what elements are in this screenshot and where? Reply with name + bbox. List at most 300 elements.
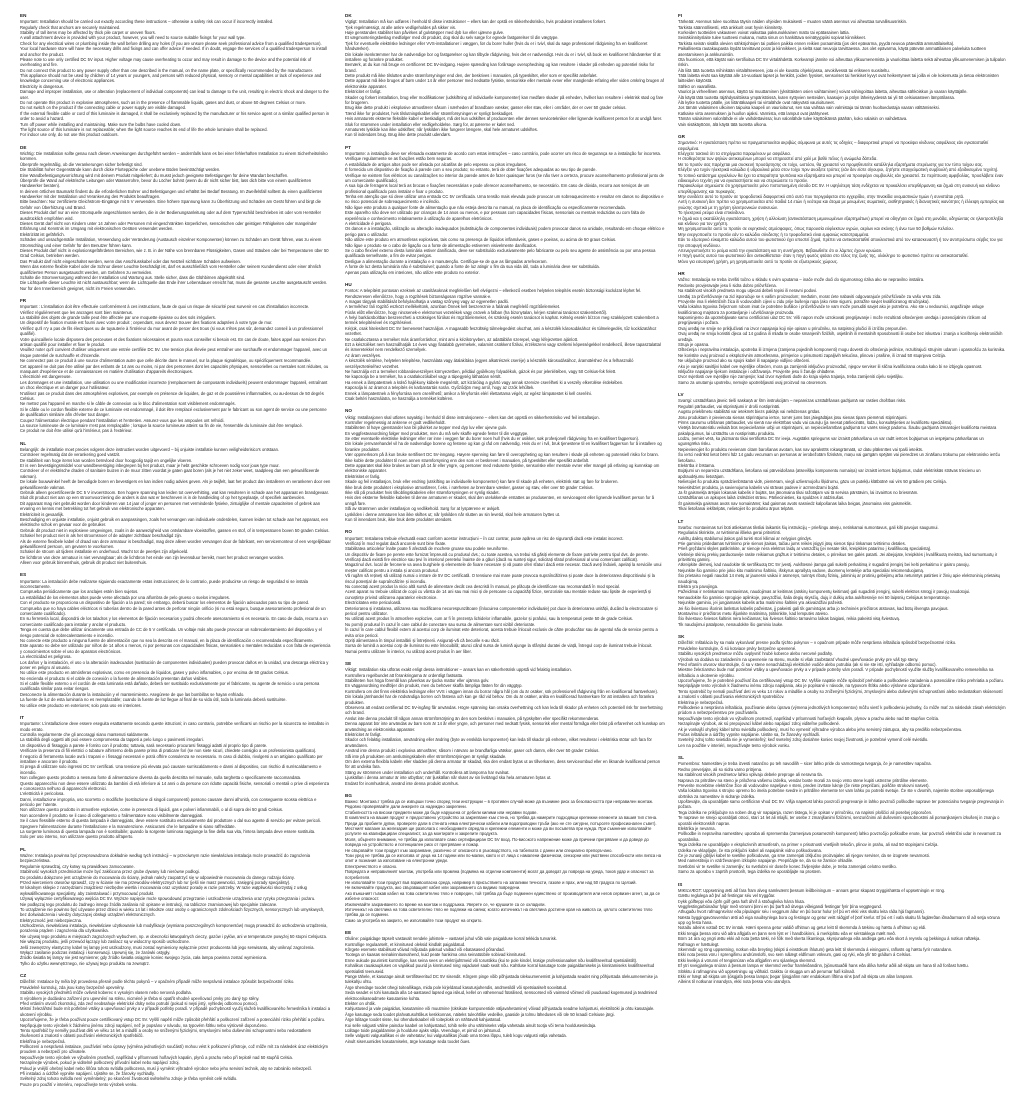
- instruction-line: Jos tämän valaisimen ulkoinen taipuisa kaapeli on vaurioitunut, sen saa vaihtaa vain valmistaja tai tämän huoltoedustaja vaaran välttämiseksi.: [678, 105, 940, 111]
- language-block-lt: [678, 519, 1006, 628]
- instruction-line: Na stabilnost visokih predmetov lahko vplivajo debele preproge ali neravna tla.: [678, 772, 823, 778]
- instruction-line: Важно: Монтажът трябва да се извърши точно според тези инструкции – в противен случай може да възникне риск за безопасността при неправилен монтаж.: [345, 799, 654, 805]
- instruction-line: Se o cabo flexível externo desta luminária estiver danificado, deve ser substituído exclusivamente pelo fabricante ou pelo seu agente de assistência ou por uma pessoa qualificada semelhante, a fim de evitar perigos.: [345, 248, 656, 259]
- instruction-line: La sorgente luminosa di questa lampada non è sostituibile; quando la sorgente luminosa raggiunge la fine della sua vita, l'intera lampada deve essere sostituita.: [20, 829, 316, 835]
- instruction-line: Tarkista säännöllisesti, että ankkurit ovat hyvin kiinnitetty.: [678, 24, 783, 30]
- instruction-line: Elektriciteit is gevaarlijk.: [20, 511, 65, 517]
- instruction-line: Fúrás előtt ellenőrizze, hogy nincsenek-e elektromos vezetékek vagy csövek a falban (ha bizonytalan, kérjen szakmai tanácsot szakembertől).: [345, 309, 608, 315]
- language-block-fi: [678, 13, 1006, 127]
- instruction-line: Ne kapcsolja be a terméket, ha a csatlakozókábel vagy a tápegység láthatóan sérült.: [345, 374, 502, 380]
- instruction-line: Μη χρησιμοποιείτε αυτό το προϊόν σε εκρηκτικές ατμόσφαιρες, όπως παρουσία εύφλεκτων υγρών, αερίων και σκόνης ή άνω των 50 βαθμών Κελσίου.: [678, 226, 954, 232]
- instruction-line: Ljuskällan i denna armatur är inte utbytbar; när ljuskällan når slutet av sin livslängd ska hela armaturen bytas ut.: [345, 775, 552, 781]
- instruction-line: Výrobok sa dodáva so zariadením na upevnenie na stenu, musíte si však zaobstarať vhodné upevňovacie prvky pre váš typ steny.: [678, 656, 919, 662]
- instruction-line: Εάν το εξωτερικό εύκαμπτο καλώδιο αυτού του φωτιστικού έχει υποστεί ζημιά, πρέπει να αντικατασταθεί αποκλειστικά από τον κατασκευαστή ή τον αντιπρόσωπο σέρβις του για την αποφυγή κινδύνου.: [678, 237, 1003, 248]
- instruction-line: Elekter on ohtlik.: [345, 1000, 376, 1006]
- instruction-line: Elektřina je nebezpečná.: [20, 1038, 66, 1044]
- instruction-line: Si el cable flexible externo o el cordón de esta luminaria está dañado, deberá ser sustituido exclusivamente por el fabricante, su agente de servicio o una persona cualificada similar para evitar riesgos.: [20, 681, 320, 692]
- instruction-line: Sluit dit product niet aan op een stroomvoorziening die anders is dan wat er beschreven is in de handleiding of op het typeplaatje, of specifiek aanbevolen.: [20, 495, 306, 501]
- language-code-heading: HU: [345, 281, 352, 287]
- language-code-heading: NL: [20, 440, 27, 446]
- instruction-line: Pažeidimai ir netinkamas montavimas, naudojimas ar keitimas (atskirų komponentų keitimas) gali sugadinti įrenginį, sukelti elektros smūgį ir pavojų naudotojui.: [678, 589, 971, 595]
- instruction-line: Aðeins til notkunar innandyra, ekki nota þessa vöru utandyra.: [678, 979, 791, 985]
- instruction-line: Votre quincaillerie locale disposera des perceuses et des fixations nécessaires et pourra vous conseiller si besoin est. En cas de doute, faites appel aux services d'un artisan qualifié pour installer et fixer le produit.: [20, 336, 326, 348]
- instruction-line: Se il cavo flessibile esterno di questa lampada è danneggiato, deve essere sostituito esclusivamente dal produttore o dal suo agente di servizio per evitare pericoli.: [20, 818, 321, 824]
- instruction-line: Sluk for strømmen under installation eller vedligeholdelse. Sørg for, at pærerne er kølet ned.: [345, 121, 515, 127]
- language-code-heading: FR: [20, 298, 27, 304]
- instruction-line: En veggfesteanordning følger med produktet, men du må selv skaffe egnede fester til din veggtype.: [345, 430, 529, 436]
- instruction-line: Þykk gólfteppi eða ójöfn gólf geta haft áhrif á stöðugleika hárra hluta.: [678, 898, 806, 904]
- instruction-line: Veggfestingarbúnaður fylgir með vörunni þinni en þú þarft að útvega viðeigandi festingar fyrir þína veggtegund.: [678, 903, 882, 909]
- instruction-line: Check for any electrical wires or plumbing inside the wall before drilling any holes (if you are unsure please seek professional advice from a qualified tradesperson).: [20, 40, 322, 46]
- instruction-line: Provjerite ima li električnih žica ili vodovodnih cijevi u zidu prije bušenja rupa (ako niste sigurni, potražite savjet kvalificiranog stručnjaka).: [678, 298, 930, 304]
- instruction-line: Überprüfe regelmäßig, ob die Verankerungen sicher befestigt sind.: [20, 161, 143, 167]
- instruction-line: Ne uključujte proizvod ako su spojni kabel ili napajanje vidljivo oštećeni.: [678, 358, 811, 364]
- instruction-line: Електричеството е опасно.: [345, 863, 398, 869]
- instruction-line: Oluline: paigaldage täpselt vastavalt nendele juhistele – vastasel juhul võib vale paigalduse korral tekkida turvarisk.: [345, 936, 558, 942]
- instruction-line: Ikke koble dette produktet til noen annen strømforsyning enn den som er beskrevet i manualen, på typeskiltet eller spesifikt anbefalt.: [345, 457, 590, 463]
- instruction-line: Nezapínajte výrobok, ak sú prepojovací kábel alebo napájací zdroj viditeľne poškodené.: [678, 721, 840, 727]
- instruction-line: Stability of tall items may be affected by thick pile carpet or uneven floors.: [20, 29, 156, 35]
- instruction-line: Un dispozitiv de fixare pe perete este furnizat împreună cu produsul dvs.; cu toate acestea, va trebui să găsiți elemente de fixare potrivite pentru tipul dvs. de perete.: [345, 551, 649, 557]
- language-block-sl: [678, 755, 1006, 874]
- instruction-line: Älä käytä tätä tuotetta räjähdysalttiissa ympäristöissä, kuten syttyvien nesteiden, kaasujen ja pölyn läheisyydessä tai yli 50 celsiusasteen lämpötilassa.: [678, 94, 955, 100]
- instruction-line: Ennek a lámpatestnek a fényforrása nem cserélhető; amikor a fényforrás eléri élettartama végét, az egész lámpatestet ki kell cserélni.: [345, 390, 592, 396]
- instruction-line: A termékhez fali rögzítő eszközt mellékeltünk, azonban Önnek kell beszereznie a falának megfelelő rögzítőelemeket.: [345, 304, 561, 310]
- instruction-line: Regularly check that anchors are securely maintained.: [20, 24, 121, 30]
- instruction-line: Źródło światła tej lampy nie jest wymienne; gdy źródło światła osiągnie koniec swojego życia, cała lampa powinna zostać wymieniona.: [20, 955, 268, 961]
- instruction-line: Sähkö on vaarallista.: [678, 83, 717, 89]
- instruction-line: W lokalnym sklepie z narzędziami znajdziesz niezbędne wiertła i mocowania oraz uzyskasz poradę w razie potrzeby. W razie wątpliwości skorzystaj z usług wykwalifikowanego specjalisty, aby zainstalować i przymocować produkt.: [20, 885, 307, 896]
- instruction-line: Seinäkiinnityslaite tulee tuotteesi mukana, mutta sinun on hankittava seinätyyppiisi sopivat kiinnikkeet.: [678, 35, 866, 41]
- instruction-line: Din lokale jernvarehandel vil ha de nødvendige borene og festene og kan gi råd om nødvendig. Hvis du er i tvil, bruk tjenestene til en kvalifisert fagperson for å installere og forankre produktet.: [345, 441, 662, 452]
- instruction-line: Regularnie sprawdzaj, czy kotwy są prawidłowo zamocowane.: [20, 863, 135, 869]
- instruction-line: Belangrijk: de installatie moet precies volgens deze instructies worden uitgevoerd – bij onjuiste installatie kunnen veiligheidsrisico's ontstaan.: [20, 446, 280, 452]
- instruction-line: Armaturets lyskilde kan ikke udskiftes; når lyskilden ikke fungerer længere, skal hele armaturet udskiftes.: [345, 127, 539, 132]
- instruction-line: Schakel het product niet in als het stroomsnoer of de adapter zichtbaar beschadigd zijn.: [20, 533, 182, 539]
- instruction-line: Uređaj za pričvršćivanje na zid isporučuje se s vašim proizvodom; međutim, morat ćete nabaviti odgovarajuće pričvršćivače za vašu vrstu zida.: [678, 293, 942, 299]
- instruction-line: Als de externe flexibele kabel of draad van deze armatuur is beschadigd, mag deze alleen worden vervangen door de fabrikant, een servicemonteur of een vergelijkbaar gekwalificeerd persoon, om gevaren te voorkomen.: [20, 538, 331, 549]
- instruction-line: Alleen voor gebruik binnenshuis, gebruik dit product niet buitenshuis.: [20, 560, 147, 566]
- instruction-line: Nu utilizați acest produs în atmosfere explozive, cum ar fi în prezența lichidelor inflamabile, gazelor și prafului, sau la temperaturi peste 50 de grade Celsius.: [345, 616, 634, 622]
- instruction-line: Místní železářství bude mít potřebné vrtáky a upevňovací prvky a v případě potřeby poradí. V případě pochybností využij služeb kvalifikovaného řemeslníka k instalaci a ukotvení výrobku.: [20, 1006, 331, 1017]
- instruction-line: Numai pentru utilizare în interior, nu utilizați acest produs în aer liber.: [345, 648, 472, 654]
- instruction-line: A készülék sérülése, helytelen telepítése, használata vagy átalakítása (egyes alkatrészek cseréje) a készülék károsodásához, áramütéshez és a felhasználó veszélyeztetéséhez vezethet.: [345, 358, 634, 369]
- instruction-line: Kun til innendørs bruk, ikke bruk dette produktet utendørs.: [345, 516, 453, 522]
- instruction-line: Ef ytri sveigjanlega snúran á þessum lampa er skemmd verður framleiðandinn, þjónustuaðili hans eða álíka hæfur aðili að skipta um hana til að forðast hættu.: [678, 963, 969, 969]
- instruction-line: Този уред не трябва да се използва от деца на 14 години или по-малки, както и от лица с намалени физически, сензорни или умствени способности или липса на опит и познания за използване на електронни уреди.: [345, 853, 661, 864]
- instruction-line: Ekki er hægt að skipta um ljósgjafa þessa lampa; þegar ljósgjafinn nær endalokum líftíma síns þarf að skipta um allan lampann.: [678, 974, 914, 979]
- instruction-line: Vietējā būvmateriālu veikalā būs nepieciešamie urbji un stiprinājumi, un nepieciešamības gadījumā tur varēs sniegt padomu. Šaubu gadījumā izmantojiet kvalificēta meistara pakalpojumus, lai uzstādītu un nostiprinātu produktu.: [678, 425, 997, 436]
- instruction-line: Non utilizzare questo prodotto in atmosfere esplosive, come in presenza di liquidi, gas e polveri infiammabili, o al di sopra dei 50 gradi Celsius.: [20, 807, 284, 813]
- instruction-line: Selle valgusti valgusallikas ei ole vahetatav; kui valgusallikas jõuab oma tööea lõppu, tuleb kogu valgusti välja vahetada.: [345, 1033, 567, 1039]
- instruction-line: Pravidelně kontroluj, zda jsou kotvy bezpečně upevněny.: [20, 984, 125, 990]
- instruction-line: Si prega di utilizzare solo ingressi DC 5V certificati. Una tensione più elevata può causare surriscaldamento e danni al dispositivo, con rischio di surriscaldamento e incendio.: [20, 764, 322, 775]
- language-code-heading: CZ: [20, 973, 27, 979]
- instruction-line: Comprueba periódicamente que los anclajes estén bien sujetos.: [20, 589, 139, 595]
- instruction-line: Jei šio šviestuvo išorinis lankstus kabelis pažeistas, jį pakeisti gali tik gamintojas arba jo techninės priežiūros atstovas, kad būtų išvengta pavojaus.: [678, 605, 949, 611]
- instruction-line: Høje genstandes stabilitet kan påvirkes af gulvtæpper med dyb luv eller ujævne gulve.: [345, 29, 505, 35]
- column-left: [20, 13, 332, 1094]
- language-code-heading: FI: [678, 13, 683, 18]
- instruction-line: Izdelka ne vklapljajte, če sta priključni kabel ali napajalnik vidno poškodovana.: [678, 847, 822, 853]
- instruction-line: Izvor svjetlosti ove svjetiljke nije zamjenjiv; kad izvor svjetlosti dođe do kraja vijeka trajanja, treba zamijeniti cijelu svjetiljku.: [678, 374, 904, 380]
- instruction-line: Athugaðu hvort rafmagnsvírar eða pípulagnir séu í veggnum áður en þú borar holur (ef þú ert ekki viss skaltu leita ráða hjá fagmanni).: [678, 909, 925, 915]
- instruction-line: A fonte de luz desta luminária não é substituível; quando a fonte de luz atingir o fim da sua vida útil, toda a luminária deve ser substituída.: [345, 264, 600, 270]
- instruction-line: Стабилността на високи предмети може да бъде нарушена от дебели килими или неравни подове.: [345, 809, 538, 815]
- instruction-line: Redovito provjeravajte jesu li sidra dobro pričvršćena.: [678, 282, 777, 288]
- instruction-line: Napominjemo da upotrebljavate samo certificirani ulaz DC 5V. Viši napon može uzrokovati pregrijavanje i može rezultirati oštećenjem uređaja i potencijalnim rizikom od pregrijavanja i požara.: [678, 315, 987, 326]
- instruction-line: Nenaudokite šio gaminio sprogioje aplinkoje, pavyzdžiui, šalia degių skysčių, dujų ir dulkių arba aukštesnėje nei 50 laipsnių Celsijaus temperatūroje.: [678, 594, 951, 600]
- instruction-line: N'utilisez pas ce produit dans des atmosphères explosives, par exemple en présence de liquides, de gaz et de poussières inflammables, ou au-dessus de 50 degrés Celsius.: [20, 390, 324, 401]
- instruction-line: Tylko do użytku wewnętrznego, nie używaj tego produktu na zewnątrz.: [20, 960, 151, 966]
- instruction-line: A magas tárgyak stabilitását befolyásolhatja a vastag szőnyeg vagy az egyenetlen padló.: [345, 298, 510, 304]
- instruction-line: Vain sisäkäyttöön, älä käytä tätä tuotetta ulkona.: [678, 121, 768, 127]
- language-block-hr: [678, 271, 1006, 385]
- language-block-it: [20, 715, 332, 840]
- instruction-line: Opriți alimentarea în timpul instalării și întreținerii. Asigurați-vă că becurile s-au răcit.: [345, 637, 500, 643]
- instruction-line: Schäden und unsachgemäße Installation, Verwendung oder Veränderung (Austausch einzelner Komponenten) können zu Schäden am Gerät führen, was zu einem Stromschlag und einer Gefahr für den Benutzer führen kann.: [20, 237, 322, 248]
- instruction-line: Kérjük, csak hitelesített DC 5V bemenetet használjon. A magasabb feszültség túlmelegedést okozhat, ami a készülék károsodásához és túlmelegedés, tűz kockázatához vezethet.: [345, 325, 657, 337]
- instruction-line: Gættu reglulega að því að festingar séu vel tryggðar.: [678, 893, 776, 899]
- language-block-pl: [20, 847, 332, 966]
- instruction-line: Dieses Produkt darf nur an eine Stromquelle angeschlossen werden, die in der Bedienungsanleitung oder auf dem Typenschild beschrieben ist oder vom Hersteller ausdrücklich empfohlen wird.: [20, 210, 322, 221]
- instruction-line: Αυτή η συσκευή δεν πρέπει να χρησιμοποιείται από παιδιά 14 ετών ή νεότερα και άτομα με μειωμένες σωματικές, αισθητηριακές ή διανοητικές ικανότητες ή έλλειψη εμπειρίας και γνώσης σχετικά με τη χρήση ηλεκτρονικών συσκευών.: [678, 199, 1005, 210]
- language-block-fr: [20, 298, 332, 434]
- instruction-line: Beschadiging en onjuiste installatie, onjuist gebruik en aanpassingen, zoals het vervangen van individuele onderdelen, kunnen leiden tot schade aan het apparaat, een elektrische schok en gevaar voor de gebruiker.: [20, 516, 329, 528]
- instruction-line: No conecte este producto a ninguna fuente de alimentación que no sea la descrita en el manual, en la placa de identificación o recomendada específicamente.: [20, 637, 314, 643]
- instruction-line: Lyskilden i denne armaturen kan ikke skiftes ut; når lyskilden når slutten av sin levetid, skal hele armaturen byttes ut.: [345, 511, 561, 517]
- instruction-line: Din lokala järnhandel har de nödvändiga borren och fästena och kan ge råd vid behov. Om du är osäker, anlita en kvalificerad hantverkare för att installera och förankra produkten.: [345, 694, 654, 705]
- instruction-line: En vägganordning medföljer din produkt, men du behöver skaffa lämpliga fästen för din väggtyp.: [345, 683, 523, 689]
- instruction-line: Ako je vanjski savitljivi kabel ove svjetiljke oštećen, mora ga zamijeniti isključivo proizvođač, njegov serviser ili slična kvalificirana osoba kako bi se izbjegla opasnost.: [678, 363, 983, 369]
- instruction-line: Důležité: Instalace by měla být provedena přesně podle těchto pokynů – v opačném případě může nesprávná instalace způsobit bezpečnostní riziko.: [20, 979, 295, 985]
- instruction-line: A sua loja de ferragens local terá as brocas e fixações necessárias e pode oferecer aconselhamento, se necessário. Em caso de dúvida, recorra aos serviços de um profissional qualificado para instalar e fixar o produto.: [345, 183, 650, 194]
- language-block-sk: [678, 634, 1006, 748]
- language-code-heading: BG: [345, 792, 352, 798]
- instruction-line: Η σταθερότητα των ψηλών αντικειμένων μπορεί να επηρεαστεί από χαλί με βαθύ πέλος ή ανώμαλα δάπεδα.: [678, 156, 878, 162]
- instruction-line: Kahjustused ja vale paigaldus, kasutamine või muutmine (üksikute komponentide väljavahetamine) võivad põhjustada seadme kahjustusi, elektrilööki ja ohtu kasutajale.: [345, 1006, 655, 1012]
- instruction-line: Neieslēdziet produktu, ja savienojuma kabelis vai strāvas padeve ir acīmredzami bojāti.: [678, 484, 839, 490]
- instruction-line: Este aparelho não deve ser utilizado por crianças de 14 anos ou menos, e por pessoas com capacidades físicas, sensoriais ou mentais reduzidas ou com falta de experiência e conhecimento relativamente à utilização de aparelhos eletrónicos.: [345, 210, 645, 221]
- instruction-line: Schalte die Stromversorgung während der Installation und Wartung aus. Stelle sicher, dass die Glühbirnen abgekühlt sind.: [20, 274, 246, 280]
- instruction-line: Před vrtáním otvorů zkontroluj, zda zeď neobsahuje elektrické dráty nebo potrubí (pokud si nejsi jistý, vyhledej odbornou pomoc).: [20, 1000, 259, 1006]
- instruction-line: Το τοπικό κατάστημα εργαλείων θα έχει τα απαραίτητα τρυπάνια και εξαρτήματα και μπορεί να προσφέρει συμβουλές εάν χρειαστεί. Σε περίπτωση αμφιβολίας, προσλάβετε έναν ειδικευμένο τεχνίτη για να εγκαταστήσετε και να στερεώσετε το προϊόν.: [678, 172, 1004, 183]
- instruction-line: La stabilité des objets de grande taille peut être affectée par une moquette épaisse ou des sols irréguliers.: [20, 315, 216, 321]
- instruction-line: Samo za unutarnju upotrebu, nemojte upotrebljavati ovaj proizvod na otvorenom.: [678, 379, 828, 385]
- instruction-line: Не включвайте продукта, ако свързващият кабел или захранването са видимо повредени.: [345, 885, 521, 891]
- instruction-line: Kontroller regelmessig at ankrene er godt vedlikeholdt.: [345, 419, 446, 425]
- language-code-heading: SE: [345, 661, 352, 667]
- instruction-line: Enne aukude puurimist kontrollige, kas seina sees on elektrijuhtmeid või torustikku (kui te pole kindel, küsige professionaalset nõu kvalifitseeritud spetsialistilt).: [345, 957, 638, 963]
- instruction-line: Turn off power while installing and maintaining. Make sure the bulbs have cooled down.: [20, 121, 182, 127]
- instruction-line: Csak beltéri használatra, ne használja a terméket kültéren.: [345, 395, 454, 401]
- instruction-line: Wichtig: Die Installation sollte genau nach diesen Anweisungen durchgeführt werden – andernfalls kann es bei einer fehlerhaften Installation zu einem Sicherheitsrisiko kommen.: [20, 150, 328, 162]
- language-code-heading: SK: [678, 634, 685, 640]
- instruction-line: Tænd ikke for produktet, hvis tilslutningskablet eller strømforsyningen er synligt beskadiget.: [345, 110, 514, 116]
- instruction-line: Danni, installazione impropria, uso scorretto o modifiche (sostituzione di singoli componenti) possono causare danni all'unità, con conseguente scossa elettrica e pericolo per l'utente.: [20, 796, 317, 808]
- instruction-line: Tenga en cuenta que debe utilizar únicamente una entrada de CC de 5 V certificada. Un voltaje más alto puede provocar un sobrecalentamiento del dispositivo y el riesgo potencial de sobrecalentamiento e incendio.: [20, 627, 322, 638]
- instruction-line: Vérifiez régulièrement que les ancrages sont bien maintenus.: [20, 309, 134, 315]
- instruction-line: Vaša lokalna trgovina s strojno opremo bo imela potrebne svedre in pritrdilne elemente ter vam lahko po potrebi svetuje. Če ste v dvomih, najemite storitve usposobljenega obrtnika za namestitev in sidranje izdelka.: [678, 788, 994, 799]
- instruction-line: Pred vŕtaním otvorov skontrolujte, či sa v stene nenachádzajú elektrické vodiče alebo potrubia (ak si nie ste istí, vyhľadajte odbornú pomoc).: [678, 661, 937, 667]
- language-code-heading: NO: [345, 408, 352, 414]
- instruction-line: Pirms caurumu urbšanas pārbaudiet, vai sienā nav elektrības vadu vai cauruļu (ja neesat pārliecināts, lūdzu, konsultējieties ar kvalificētu speciālistu).: [678, 419, 953, 425]
- instruction-line: Elektryczność jest niebezpieczna.: [20, 917, 83, 923]
- language-code-heading: IS: [678, 881, 683, 887]
- language-block-de: [20, 145, 332, 291]
- instruction-line: Μόνο για εσωτερική χρήση, μη χρησιμοποιείτε αυτό το προϊόν σε εξωτερικούς χώρους.: [678, 258, 838, 264]
- instruction-line: Преди да пробиете дупки, проверете дали в стената няма електрически кабели или водопроводни тръби (ако не сте сигурни, потърсете професионален съвет).: [345, 820, 657, 826]
- instruction-line: Nu porniți produsul în cazul în care cablul de conectare sau sursa de alimentare sunt vizibil deteriorate.: [345, 621, 536, 627]
- instruction-line: Η πηγή φωτός αυτού του φωτιστικού δεν αντικαθίσταται· όταν η πηγή φωτός φτάσει στο τέλος της ζωής της, ολόκληρο το φωτιστικό πρέπει να αντικατασταθεί.: [678, 253, 969, 259]
- instruction-line: Ne mettez pas l'appareil en marche si le câble de connexion ou le bloc d'alimentation sont visiblement endommagés.: [20, 401, 236, 407]
- instruction-line: Skador och felaktig installation, användning eller ändring (byte av enskilda komponenter) kan leda till skador på enheten, vilket resulterar i elektriska stötar och fara för användaren.: [345, 737, 652, 748]
- instruction-line: Eine Wandbefestigungsvorrichtung wird mit deinem Produkt mitgeliefert; du musst jedoch geeignete Befestigungen für deine Wandart beschaffen.: [20, 172, 289, 178]
- instruction-line: Ak je vonkajší ohybný kábel tohto svietidla poškodený, musí ho vymeniť výhradne výrobca alebo jeho servisný zástupca, aby sa predišlo nebezpečenstvu.: [678, 726, 963, 732]
- instruction-line: Lūdzu, ņemiet vērā, ka jāizmanto tikai sertificēta DC 5V ieeja. Augstāks spriegums var izraisīt pārkaršanu un var radīt ierīces bojājumus un iespējamu pārkaršanas un ugunsgrēka risku.: [678, 436, 984, 447]
- language-code-heading: LT: [678, 518, 684, 524]
- instruction-line: Uzstādīšanas un apkopes laikā izslēdziet strāvu. Pārliecinieties, ka spuldzes ir atdzisušas.: [678, 495, 845, 501]
- language-block-en: [20, 13, 332, 138]
- instruction-line: Ważne: Instalacja powinna być przeprowadzona dokładnie według tych instrukcji – w przeciwnym razie niewłaściwa instalacja może prowadzić do zagrożenia bezpieczeństwa.: [20, 853, 311, 864]
- instruction-line: Моля, обърнете внимание, че трябва да използвате само сертифициран DC 5V вход. По-високото напрежение може да причини прегряване и да доведе до повреда на устройството и потенциален риск от прегряване и пожар.: [345, 836, 649, 848]
- instruction-line: Bemærk, at du kun må bruge en certificeret DC 5V-indgang. Højere spænding kan forårsage overophedning og kan resultere i skader på enheden og potentiel risiko for brand.: [345, 62, 655, 73]
- language-code-heading: HR: [678, 271, 685, 277]
- instruction-line: Seda seadet ei tohi kasutada alla 14-aastased lapsed ega isikud, kellel on vähenenud füüsilised, sensoorsed või vaimsed võimed või puuduvad kogemused ja teadmised elektroonikaseadmete kasutamise kohta.: [345, 990, 658, 1001]
- instruction-line: Non accendere il prodotto se il cavo di collegamento o l'alimentatore sono visibilmente danneggiati.: [20, 812, 204, 818]
- instruction-line: Dieses Produkt darf nicht in explosionsgefährdeten Bereichen, wie z. B. in der Nähe von brennbaren Flüssigkeiten, Gasen und Stäuben oder bei Temperaturen über 50 Grad Celsius, betrieben werden.: [20, 248, 329, 259]
- instruction-line: Az áram veszélyes.: [345, 352, 382, 358]
- instruction-line: Solo per uso interno, non utilizzare questo prodotto all'aperto.: [20, 834, 134, 840]
- instruction-line: Regulāri pārbaudiet, vai stiprinājumi ir droši nostiprināti.: [678, 403, 781, 409]
- column-right: [678, 13, 1006, 1094]
- instruction-line: Non collegare questo prodotto a nessuna fonte di alimentazione diversa da quella descritta nel manuale, sulla targhetta o specificamente raccomandata.: [20, 775, 302, 781]
- language-block-hu: [345, 282, 665, 401]
- instruction-line: Verifique se existem fios elétricos ou canalizações no interior da parede antes de fazer quaisquer furos (se não tiver a certeza, procure aconselhamento profissional junto de um comerciante qualificado).: [345, 172, 664, 183]
- instruction-line: Παρακαλούμε σημειώστε ότι χρησιμοποιείτε μόνο πιστοποιημένη είσοδο DC 5V. Η υψηλότερη τάση ενδέχεται να προκαλέσει υπερθέρμανση και ζημιά στη συσκευή και κίνδυνο υπερθέρμανσης και πυρκαγιάς.: [678, 183, 1000, 194]
- instruction-line: Überprüfe die Wand auf elektrische Leitungen oder Wasserrohre, bevor du Löcher bohrst (wenn du dir nicht sicher bist, lass dich bitte von einem qualifizierten Handwerker beraten).: [20, 177, 312, 189]
- instruction-line: Tenha em atenção que só deve utilizar uma entrada CC 5V certificada. Uma tensão mais elevada pode provocar um sobreaquecimento e resultar em danos no dispositivo e no risco potencial de sobreaquecimento e incêndio.: [345, 194, 664, 205]
- instruction-line: Använd inte denna produkt i explosiva atmosfärer, såsom i närvaro av brandfarliga vätskor, gaser och damm, eller över 50 grader Celsius.: [345, 748, 600, 754]
- instruction-line: Slå av strømmen under installasjon og vedlikehold. Sørg for at lyspærene er avkjølt.: [345, 506, 500, 512]
- language-block-bg: [345, 793, 665, 923]
- instruction-line: Dette apparatet skal ikke brukes av barn på 14 år eller yngre, og personer med reduserte fysiske, sensoriske eller mentale evner eller mangel på erfaring og kunnskap om elektroniske apparater.: [345, 463, 660, 474]
- language-block-gr: [678, 134, 1006, 264]
- instruction-line: Controleer regelmatig dat de verankering goed vastzit.: [20, 452, 121, 458]
- instruction-line: Dit apparaat mag niet gebruikt worden door kinderen van 14 jaar of jonger en personen met verminderde fysieke, zintuiglijke of mentale capaciteiten of gebrek aan ervaring en kennis met betrekking tot het gebruik van elektronische apparaten.: [20, 500, 321, 512]
- instruction-line: Do not operate this product in explosive atmospheres, such as in the presence of flammable liquids, gases and dust, or above 50 degrees Celsius or more.: [20, 100, 307, 106]
- instruction-line: Elektricitet är farligt.: [345, 732, 382, 737]
- instruction-line: Dette apparat må ikke bruges af børn under 14 år eller personer med nedsatte fysiske, sensoriske eller mentale evner eller manglende erfaring eller viden omkring brugen af elektroniske apparater.: [345, 78, 664, 89]
- instruction-line: Не свързвайте този продукт към захранване, различно от описаното в ръководството, на табелката с данни или специално препоръчано.: [345, 847, 613, 853]
- instruction-line: Svarbu: montavimas turi būti atliekamas tiksliai laikantis šių instrukcijų – priešingu atveju, netinkamai sumontavus, gali kilti pavojus saugumui.: [678, 524, 939, 530]
- instruction-line: Ελέγχετε τακτικά ότι τα στηρίγματα παραμένουν με ασφάλεια.: [678, 150, 791, 156]
- instruction-line: Spegnere l'alimentazione durante l'installazione e la manutenzione. Assicurarsi che le lampadine si siano raffreddate.: [20, 823, 236, 829]
- instruction-line: Wyłącz zasilanie podczas instalacji i konserwacji. Upewnij się, że żarówki ostygły.: [20, 950, 171, 956]
- instruction-line: In deinem örtlichen Baumarkt findest du die erforderlichen Bohrer und Befestigungen und erhältst bei Bedarf Beratung. Im Zweifelsfall solltest du einen qualifizierten Handwerker mit der Installation und Verankerung des Produkts beauftragen.: [20, 188, 323, 200]
- instruction-line: Tega izdelka ne priključujte na noben drug vir napajanja, razen tistega, ki je opisan v priročniku, na napisni ploščici ali posebej priporočen.: [678, 809, 933, 815]
- instruction-line: Con el producto se proporciona un dispositivo de fijación a la pared; sin embargo, deberá buscar los elementos de fijación adecuados para su tipo de pared.: [20, 600, 310, 606]
- instruction-line: Prie gaminio pridedamas tvirtinimo prie sienos įtaisas, tačiau jums reikės įsigyti jūsų sienos tipui tinkamas tvirtinimo detales.: [678, 540, 906, 546]
- instruction-line: Verificați în mod regulat dacă ancorele sunt bine fixate.: [345, 540, 447, 546]
- instruction-line: Verificați dacă există fire electrice sau țevi în interiorul peretelui înainte de a găuri (dacă nu sunteți sigur, solicitați sfatul profesional al unui comerciant calificat).: [345, 557, 639, 563]
- instruction-line: Повредата и неправилният монтаж, употреба или промяна (подмяна на отделни компоненти) могат да доведат до повреда на уреда, токов удар и опасност за потребителя.: [345, 869, 654, 880]
- instruction-line: Los daños y la instalación, el uso o la alteración inadecuados (sustitución de componentes individuales) pueden provocar daños en la unidad, una descarga eléctrica y poner en peligro al usuario.: [20, 659, 329, 670]
- instruction-line: Tento spotrebič by nemali používať deti vo veku 14 rokov a mladšie a osoby so zníženými fyzickými, zmyslovými alebo duševnými schopnosťami alebo nedostatkom skúseností a znalostí v oblasti používania elektronických spotrebičov.: [678, 688, 1003, 700]
- instruction-line: Не използвайте този продукт във взривоопасна среда, например в присъствието на запалими течности, газове и прах, или над 50 градуса по Целзий.: [345, 879, 637, 885]
- instruction-line: Šī gaismekļa gaismas avots nav nomaināms; kad gaismas avots sasniedz kalpošanas laika beigas, jānomaina viss gaismeklis.: [678, 500, 912, 506]
- instruction-line: Reguliariai tikrinkite, ar tvirtinimai išlieka gerai pritvirtinti.: [678, 530, 781, 536]
- instruction-line: Viktig: Installasjonen skal utføres nøyaktig i henhold til disse instruksjonene – ellers kan det oppstå en sikkerhetsrisiko ved feil installasjon.: [345, 414, 600, 420]
- instruction-line: Miestne železiarstvo bude mať potrebné vrtáky a upevňovacie prvky a v prípade potreby vám poradí. V prípade pochybností využite služby kvalifikovaného remeselníka na inštaláciu a ukotvenie výrobku.: [678, 667, 994, 678]
- instruction-line: Vaša lokalna trgovina željeznom robom imat će potrebne bušilice i pričvršćivače te vam može ponuditi savjet ako je potrebno. Ako ste u nedoumici, angažirajte usluge kvalificiranog majstora za postavljanje i učvršćivanje proizvoda.: [678, 304, 984, 315]
- language-block-es: [20, 572, 332, 708]
- instruction-line: Gebruik alleen gecertificeerde DC 5 V invoerstroom. Een hogere spanning kan leiden tot oververhitting, wat kan resulteren in schade aan het apparaat en brandgevaar.: [20, 490, 329, 495]
- instruction-line: Jūsu produktam ir pievienota sienas stiprinājuma ierīce, tomēr jums būs jāiegādājas jūsu sienas tipam piemēroti stiprinājumi.: [678, 414, 908, 420]
- instruction-line: Controlla regolarmente che gli ancoraggi siano mantenuti saldamente.: [20, 732, 150, 737]
- instruction-line: Stabilność wysokich przedmiotów może być zakłócona przez grube dywany lub nierówne podłogi.: [20, 869, 200, 875]
- instruction-line: Denna apparat bör inte användas av barn som är 14 år eller yngre, och personer med nedsatt fysisk, sensorisk eller mental förmåga eller brist på erfarenhet och kunskap om användning av elektroniska apparater.: [345, 721, 665, 732]
- instruction-line: Tätä laitetta eivät saa käyttää alle 14-vuotiaat lapset ja henkilöt, joiden fyysiset, sensoriset tai henkiset kyvyt ovat heikentyneet tai joilla ei ole kokemusta ja tietoa elektronisten laitteiden käytöstä.: [678, 73, 999, 84]
- instruction-line: Nepoužívejte tento výrobek ve výbušném prostředí, například v přítomnosti hořlavých kapalin, plynů a prachu nebo při teplotě nad 50 stupňů Celsia.: [20, 1054, 293, 1060]
- instruction-line: Prieš gręždami skyles patikrinkite, ar sienoje nėra elektros laidų ar vamzdžių (jei nesate tikri, kreipkitės patarimo į kvalifikuotą specialistą).: [678, 546, 932, 552]
- instruction-line: Pokud je vnější ohebný kabel nebo šňůra tohoto svítidla poškozena, musí ji vyměnit výhradně výrobce nebo jeho servisní technik, aby se zabránilo nebezpečí.: [20, 1065, 313, 1071]
- instruction-line: Tega izdelka ne uporabljajte v eksplozivnih atmosferah, na primer v prisotnosti vnetljivih tekočin, plinov in prahu, ali nad 50 stopinjami Celzija.: [678, 842, 939, 848]
- instruction-line: Ако външният гъвкав кабел на това осветително тяло е повреден, той трябва да бъде подменен единствено от производителя или негов сервизен агент, за да се избегне опасност.: [345, 890, 660, 902]
- instruction-line: Pravidelne kontrolujte, či sú kotviace prvky bezpečne upevnené.: [678, 645, 797, 651]
- instruction-line: În cazul în care cablul flexibil extern al acestui corp de iluminat este deteriorat, acesta trebuie înlocuit exclusiv de către producător sau de agentul său de service pentru a evita orice pericol.: [345, 627, 658, 638]
- language-code-heading: IT: [20, 715, 25, 721]
- instruction-line: Brug ikke dette produkt i eksplosive atmosfærer såsom i nærheden af brandbare væsker, gasser eller støv, eller i områder, der er over 50 grader celsius.: [345, 105, 627, 111]
- instruction-line: Coupez l'alimentation électrique pendant l'installation et l'entretien. Assurez-vous que les ampoules ont refroidi.: [20, 417, 225, 423]
- language-code-heading: RO: [345, 529, 352, 535]
- instruction-line: Poškození a nesprávná instalace, používání nebo úpravy (výměna jednotlivých součástí) mohou vést k poškození přístroje, což může mít za následek úraz elektrickým proudem a nebezpečí pro uživatele.: [20, 1044, 328, 1055]
- instruction-line: Elektricitet er farligt.: [345, 89, 382, 95]
- instruction-line: Observera att endast certifierad DC 5V-ingång får användas. Högre spänning kan orsaka överhettning och kan leda till skador på enheten och potentiell risk för överhettning och brand.: [345, 705, 663, 716]
- instruction-line: Les dommages et une installation, une utilisation ou une modification incorrecte (remplacement de composants individuels) peuvent endommager l'appareil, entraînant un choc électrique et un danger pour l'utilisateur.: [20, 379, 328, 391]
- instruction-line: Verifique regularmente se as fixações estão bem seguras.: [345, 156, 453, 162]
- instruction-line: Magazinul dvs. local de feronerie va avea burghiele și elementele de fixare necesare și vă poate oferi sfaturi dacă este necesar. Dacă aveți îndoieli, apelați la serviciile unui meșter calificat pentru a instala și ancora produsul.: [345, 562, 662, 573]
- instruction-line: Apenas para utilização em interiores, não utilize este produto no exterior.: [345, 269, 480, 275]
- instruction-line: Aukštų daiktų stabilumui įtakos gali turėti stori kilimai ar nelygios grindys.: [678, 535, 813, 541]
- instruction-line: Ελέγξτε για τυχόν ηλεκτρικά καλώδια ή υδραυλικά μέσα στον τοίχο πριν ανοίξετε τρύπες (εάν δεν είστε σίγουροι, ζητήστε επαγγελματική συμβουλή από εξειδικευμένο τεχνίτη).: [678, 167, 999, 173]
- instruction-line: Augstu priekšmetu stabilitāti var ietekmēt biezs paklājs vai nelīdzenas grīdas.: [678, 409, 821, 415]
- instruction-line: Elektrizität ist gefährlich.: [20, 231, 65, 237]
- language-block-cz: [20, 973, 332, 1087]
- instruction-line: Importante: a instalação deve ser efetuada exatamente de acordo com estas instruções – caso contrário, pode ocorrer um risco de segurança se a instalação for incorreta.: [345, 150, 661, 156]
- instruction-line: Un dispositivo di fissaggio a parete è fornito con il prodotto; tuttavia, sarà necessario procurarsi fissaggi adatti al proprio tipo di parete.: [20, 742, 268, 748]
- instruction-line: This appliance should not be used by children of 14 years or youngers, and persons with reduced physical, sensory or mental capabilities or lack of experience and knowledge concerning use of electronic appliances.: [20, 73, 322, 84]
- language-block-is: [678, 882, 1006, 985]
- instruction-line: Kui selle valgusti väline painduv kaabel on kahjustatud, tohib selle ohu vältimiseks välja vahetada ainult tootja või tema hooldusesindaja.: [345, 1022, 597, 1028]
- instruction-line: Älä kytke tuotetta päälle, jos liitäntäkaapeli tai virtalähde ovat näkyvästi vaurioituneet.: [678, 100, 835, 106]
- instruction-line: É fornecido um dispositivo de fixação à parede com o seu produto; no entanto, terá de obter fixações adequadas ao seu tipo de parede.: [345, 167, 597, 173]
- instruction-line: Stabilitu vysokých předmětů může ovlivnit koberec s vysokým vlasem nebo nerovná podlaha.: [20, 990, 192, 996]
- instruction-line: Anslut inte denna produkt till någon annan strömförsörjning än den som beskrivs i manualen, på typskylten eller specifikt rekommenderas.: [345, 715, 600, 721]
- instruction-line: Kohalikus rauakaupluses on vajalikud puurid ja kinnitused ning vajadusel saab sealt nõu. Kahtluse korral kasutage toote paigaldamiseks ja kinnitamiseks kvalifitseeritud spetsialisti teenuseid.: [345, 963, 655, 974]
- instruction-line: La source lumineuse de ce luminaire n'est pas remplaçable ; lorsque la source lumineuse atteint sa fin de vie, l'ensemble du luminaire doit être remplacé.: [20, 422, 303, 428]
- instruction-line: Редовно проверявайте дали анкерите са надеждно закрепени.: [345, 804, 467, 810]
- instruction-line: Ainult siseruumides kasutamiseks, ärge kasutage seda toodet õues.: [345, 1038, 471, 1044]
- instruction-line: Ne csatlakoztassa a terméket más áramforráshoz, mint ami a kézikönyvben, az adattáblán szerepel, vagy kifejezetten ajánlott.: [345, 336, 579, 342]
- instruction-line: Vær oppmerksom på å kun bruke sertifisert DC 5V-inngang. Høyere spenning kan føre til overoppheting og kan resultere i skade på enheten og potensiell risiko for brann.: [345, 452, 660, 458]
- instruction-line: Tärkeää: Asennus tulee suorittaa täysin näiden ohjeiden mukaisesti – muuten väärä asennus voi aiheuttaa turvallisuusriskin.: [678, 19, 908, 25]
- instruction-line: Die Lichtquelle dieser Leuchte ist nicht austauschbar; wenn die Lichtquelle das Ende ihrer Lebensdauer erreicht hat, muss die gesamte Leuchte ausgetauscht werden.: [20, 280, 328, 286]
- instruction-line: Important: Instalarea trebuie efectuată exact conform acestor instrucțiuni – în caz contrar, poate apărea un risc de siguranță dacă este instalat incorect.: [345, 535, 624, 541]
- instruction-line: Tento spotřebič by neměly používat děti ve věku 14 let a mladší a osoby se sníženými fyzickými, smyslovými nebo duševními schopnostmi nebo nedostatkem zkušeností a znalostí v oblasti používání elektronických spotřebičů.: [20, 1027, 312, 1039]
- instruction-line: Om den externa flexibla kabeln eller sladden på denna armatur är skadad, ska den endast bytas ut av tillverkaren, dess serviceombud eller en liknande kvalificerad person för att undvika fara.: [345, 758, 661, 770]
- language-block-ro: [345, 529, 665, 654]
- instruction-line: Ekki kveikja á vörunni ef tengisnúran eða aflgjafinn eru sjáanlega skemmd.: [678, 957, 816, 963]
- instruction-line: To urządzenie nie powinno być używane przez dzieci w wieku 14 lat i młodsze oraz osoby o ograniczonych zdolnościach fizycznych, sensorycznych lub umysłowych, bez doświadczenia i wiedzy dotyczącej obsługi urządzeń elektronicznych.: [20, 906, 325, 918]
- instruction-line: Er is een bevestigingsmiddel voor wandbevestiging inbegrepen bij het product, maar je hebt geschikte schroeven nodig voor jouw type muur.: [20, 463, 280, 469]
- instruction-line: Não utilize este produto em atmosferas explosivas, tais como na presença de líquidos inflamáveis, gases e poeiras, ou acima de 50 graus Celsius.: [345, 237, 617, 243]
- instruction-line: Vă rugăm să rețineți să utilizați numai o intrare de 5V DC certificată. O tensiune mai mare poate provoca supraîncălzirea și poate duce la deteriorarea dispozitivului și la riscul potențial de supraîncălzire și incendiu.: [345, 573, 655, 584]
- instruction-line: Nejunkite gaminio, jei jungiamasis kabelis arba maitinimo šaltinis yra akivaizdžiai pažeisti.: [678, 600, 844, 606]
- instruction-line: Ärge ühendage toodet ühegi toiteallikaga, mida pole kirjeldatud kasutusjuhendis, andmesildil või spetsiaalselt soovitatud.: [345, 984, 568, 990]
- instruction-line: Nepoužívajte tento výrobok vo výbušnom prostredí, napríklad v prítomnosti horľavých kvapalín, plynov a prachu alebo nad 50 stupňov Celzia.: [678, 715, 940, 721]
- instruction-line: Světelný zdroj tohoto svítidla není vyměnitelný; po skončení životnosti světelného zdroje je třeba vyměnit celé svítidlo.: [20, 1076, 238, 1082]
- language-code-heading: DE: [20, 144, 27, 150]
- instruction-line: Ovaj uređaj ne smije se priključivati na izvor napajanja koji nije opisan u priručniku, na natpisnoj pločici ili izričito preporučen.: [678, 325, 908, 331]
- instruction-line: Se etter eventuelle elektriske ledninger eller rør inne i veggen før du borer noen hull (hvis du er usikker, søk profesjonell rådgivning fra en kvalifisert fagperson).: [345, 436, 640, 442]
- instruction-line: Ne koristite ovaj proizvod u eksplozivnim atmosferama, primjerice u prisutnosti zapaljivih tekućina, plinova i prašine, ili iznad 50 stupnjeva Celzija.: [678, 352, 946, 358]
- instruction-line: Tjek regelmæssigt, at alle ankre vedligeholdes på sikker vis.: [345, 24, 457, 30]
- instruction-line: L'elettricità è pericolosa.: [20, 791, 65, 797]
- instruction-line: MIKILVÆGT: Uppsetning ætti að fara fram alveg samkvæmt þessum leiðbeiningum – annars getur skapast öryggishætta ef uppsetningin er röng.: [678, 887, 946, 893]
- instruction-line: No utilice este producto en exteriores; solo para uso en interiores.: [20, 702, 142, 708]
- language-code-heading: EN: [20, 13, 27, 18]
- instruction-line: Ärge lülitage toodet sisse, kui ühenduskaabel või toiteplokk on nähtavalt kahjustatud.: [345, 1017, 502, 1023]
- instruction-line: A eletricidade é perigosa.: [345, 221, 392, 227]
- instruction-line: Η ζημιά και η ακατάλληλη εγκατάσταση, χρήση ή αλλοίωση (αντικατάσταση μεμονωμένων εξαρτημάτων) μπορεί να οδηγήσει σε ζημιά στη μονάδα, οδηγώντας σε ηλεκτροπληξία και κίνδυνο για τον χρήστη.: [678, 215, 1003, 227]
- instruction-line: Ekki nota þessa vöru í sprengifimu andrúmslofti, svo sem nálægt eldfimum vökvum, gasi og ryki, eða yfir 50 gráðum á Celsíus.: [678, 952, 912, 958]
- instruction-line: Pange tähele, et kasutage ainult sertifitseeritud DC 5V sisendit. Kõrgem pinge võib põhjustada ülekuumenemist ja kahjustada seadet ning põhjustada ülekuumenemise ja tulekahju ohtu.: [345, 974, 658, 985]
- instruction-line: Vauriot ja virheellinen asennus, käyttö tai muuttaminen (yksittäisten osien vaihtaminen) voivat vahingoittaa laitetta, aiheuttaa sähköiskun ja vaaran käyttäjälle.: [678, 89, 968, 95]
- instruction-line: The light source of this luminaire is not replaceable; when the light source reaches its end of life the whole luminaire shall be replaced.: [20, 127, 268, 132]
- instruction-line: Rendszeresen ellenőrizze, hogy a rögzítések biztonságosan rögzítve vannak-e.: [345, 293, 492, 299]
- instruction-line: Източникът на светлина на това осветително тяло не подлежи на смяна; когато източникът на светлина достигне края на живота си, цялото осветително тяло трябва да се подмени.: [345, 906, 653, 918]
- instruction-line: Ja šī gaismekļa ārējais lokanais kabelis ir bojāts, tas jānomaina tikai ražotājam vai tā servisa pārstāvim, lai izvairītos no briesmām.: [678, 490, 919, 495]
- instruction-line: Изключвайте захранването по време на монтаж и поддръжка. Уверете се, че крушките са се охладили.: [345, 901, 546, 907]
- instruction-line: Na stabilnost visokih predmeta mogu utjecati debeli tepisi ili neravni podovi.: [678, 288, 818, 294]
- language-block-nl: [20, 441, 332, 566]
- instruction-line: Important: Installation should be carried out exactly according these instructions – otherwise a safety risk can occur if incorrectly installed.: [20, 19, 274, 25]
- instruction-line: Uszkodzenia, niewłaściwa instalacja, niewłaściwe użytkowanie lub modyfikacje (wymiana poszczególnych komponentów) mogą prowadzić do uszkodzenia urządzenia, porażenia prądem i zagrożenia dla użytkownika.: [20, 923, 328, 934]
- language-code-heading: GR: [678, 134, 685, 139]
- instruction-line: Pomembno: Namestitev je treba izvesti natančno po teh navodilih – sicer lahko pride do varnostnega tveganja, če je namestitev napačna.: [678, 761, 932, 767]
- instruction-line: Με το προϊόν σας παρέχεται μια συσκευή προσάρτησης σε τοίχο, ωστόσο, θα χρειαστεί να προμηθευτείτε κατάλληλα εξαρτήματα στερέωσης για τον τύπο τοίχου σας.: [678, 161, 983, 167]
- language-block-se: [345, 661, 665, 786]
- instruction-line: Dette produkt må ikke tilsluttes andre strømforsyninger end den, der beskrives i manualen, på typeskiltet, eller som er specifikt anbefalet.: [345, 73, 598, 79]
- instruction-line: Nejunkite šio gaminio prie jokio kito maitinimo šaltinio, išskyrus aprašytą vadove, duomenų lentelėje arba specialiai rekomenduojamą.: [678, 567, 924, 573]
- instruction-line: Nezapínejte výrobek, pokud je viditelně poškozený přívodní kabel nebo napájecí zdroj.: [20, 1060, 180, 1066]
- instruction-line: Stabilitatea articolelor înalte poate fi afectată de mochete groase sau podele neuniforme.: [345, 546, 509, 552]
- instruction-line: Katkaise virta asennuksen ja huollon ajaksi. Varmista, että lamput ovat jäähtyneet.: [678, 110, 830, 116]
- instruction-line: Un dispositif de fixation murale est fourni avec votre produit ; cependant, vous devrez trouver des fixations adaptées à votre type de mur.: [20, 320, 273, 326]
- instruction-line: Fontos: A telepítést pontosan ezeknek az utasításoknak megfelelően kell elvégezni – ellenkező esetben helytelen telepítés esetén biztonsági kockázat léphet fel.: [345, 288, 642, 294]
- instruction-line: Elektra yra pavojinga.: [678, 584, 719, 590]
- instruction-line: Elektrina je nebezpečná.: [678, 699, 724, 705]
- instruction-line: Svarīgi: uzstādīšana jāveic tieši saskaņā ar šīm instrukcijām – nepareizas uzstādīšanas gadījumā var rasties drošības risks.: [678, 398, 907, 404]
- instruction-line: De stabiliteit van hoge items kan worden beïnvloed door hoogpolig tapijt en ongelijke vloeren.: [20, 457, 193, 463]
- instruction-line: Desligue a alimentação durante a instalação e a manutenção. Certifique-se de que as lâmpadas arrefeceram.: [345, 258, 548, 264]
- instruction-line: Len na použitie v interiéri, nepoužívajte tento výrobok vonku.: [678, 742, 790, 748]
- instruction-line: Το ηλεκτρικό ρεύμα είναι επικίνδυνο.: [678, 210, 746, 216]
- instruction-line: Samo za uporabo v zaprtih prostorih, tega izdelka ne uporabljajte na prostem.: [678, 869, 822, 875]
- instruction-line: Do produktu dołączone jest urządzenie do mocowania do ściany, jednak należy zaopatrzyć się w odpowiednie mocowania do danego rodzaju ściany.: [20, 874, 295, 880]
- instruction-line: Upozorňujeme, že je třeba používat pouze certifikovaný vstup DC 5V. Vyšší napětí může způsobit přehřátí a poškození zařízení a potenciální riziko přehřátí a požáru.: [20, 1017, 326, 1023]
